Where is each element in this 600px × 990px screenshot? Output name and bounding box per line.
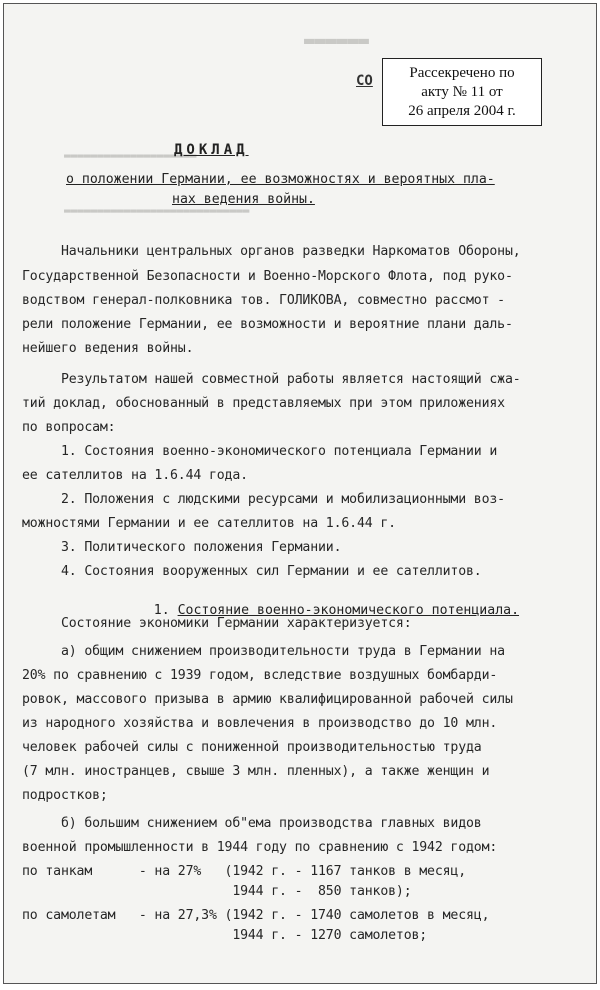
text-line: (7 млн. иностранцев, свыше 3 млн. пленных), а также женщин и: [22, 764, 490, 779]
text-line: по самолетам - на 27,3% (1942 г. - 1740 самолетов в месяц,: [22, 908, 490, 923]
text-line: тий доклад, обоснованный в представляемых при этом приложениях: [22, 396, 505, 411]
bleed-through-text: ▬▬▬▬▬▬: [304, 30, 370, 51]
list-item: можностями Германии и ее сателлитов на 1.6.44 г.: [22, 516, 396, 531]
text-line: Результатом нашей совместной работы является настоящий сжа-: [22, 372, 521, 387]
bleed-through-text: ▬▬▬▬▬▬▬▬▬▬▬▬▬▬▬▬▬▬▬▬: [64, 149, 197, 162]
document-page: [3, 3, 597, 984]
text-line: Начальники центральных органов разведки Наркоматов Обороны,: [22, 244, 521, 259]
document-title: ДОКЛАД: [174, 142, 249, 158]
text-line: по вопросам:: [22, 420, 116, 435]
list-item: 1. Состояния военно-экономического потенциала Германии и: [22, 444, 498, 459]
text-line: подростков;: [22, 788, 108, 803]
text-line: водством генерал-полковника тов. ГОЛИКОВА, совместно рассмот -: [22, 293, 505, 308]
text-line: а) общим снижением производительности труда в Германии на: [22, 644, 505, 659]
text-line: 1944 г. - 1270 самолетов;: [22, 928, 428, 943]
text-line: б) большим снижением об"ема производства главных видов: [22, 816, 482, 831]
list-item: 2. Положения с людскими ресурсами и мобилизационными воз-: [22, 492, 505, 507]
document-subtitle-line2: нах ведения войны.: [172, 192, 315, 207]
text-line: рели положение Германии, ее возможности и вероятние плани даль-: [22, 317, 513, 332]
secrecy-stamp-fragment: СО: [356, 73, 373, 89]
text-line: из народного хозяйства и вовлечения в производство до 10 млн.: [22, 716, 498, 731]
list-item: 3. Политического положения Германии.: [22, 540, 342, 555]
text-line: нейшего ведения войны.: [22, 341, 194, 356]
text-line: военной промышленности в 1944 году по сравнению с 1942 годом:: [22, 840, 498, 855]
list-item: ее сателлитов на 1.6.44 года.: [22, 468, 248, 483]
text-line: Государственной Безопасности и Военно-Морского Флота, под руко-: [22, 269, 513, 284]
section-number: 1.: [153, 603, 170, 618]
document-subtitle-line1: о положении Германии, ее возможностях и вероятных пла-: [66, 172, 495, 187]
text-line: 20% по сравнению с 1939 годом, вследствие воздушных бомбарди-: [22, 668, 498, 683]
text-line: ровок, массового призыва в армию квалифицированной рабочей силы: [22, 692, 513, 707]
section-title: Состояние военно-экономического потенциала.: [177, 603, 520, 618]
list-item: 4. Состояния вооруженных сил Германии и ее сателлитов.: [22, 564, 482, 579]
text-line: человек рабочей силы с пониженной производительностью труда: [22, 740, 482, 755]
text-line: 1944 г. - 850 танков);: [22, 884, 412, 899]
bleed-through-text: ▬▬▬▬▬▬▬▬▬▬▬▬▬▬▬▬▬▬▬▬▬▬▬▬▬▬▬▬: [64, 204, 250, 217]
text-line: Состояние экономики Германии характеризуется:: [22, 616, 412, 631]
declassification-stamp: Рассекречено по акту № 11 от 26 апреля 2004 г.: [382, 58, 542, 126]
text-line: по танкам - на 27% (1942 г. - 1167 танков в месяц,: [22, 864, 467, 879]
